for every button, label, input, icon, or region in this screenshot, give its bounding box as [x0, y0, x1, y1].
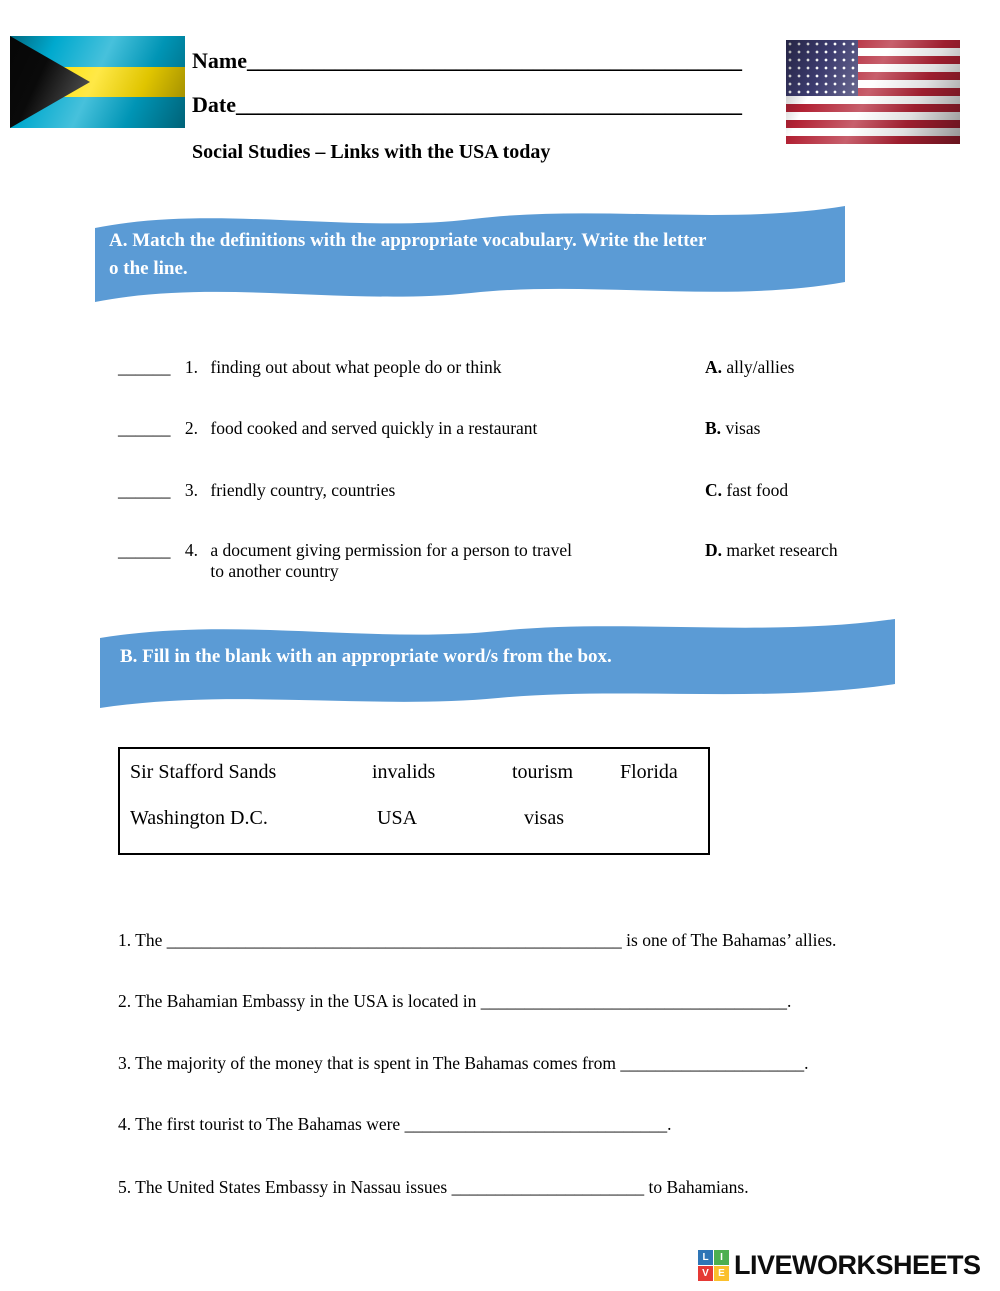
matching-row-4	[118, 540, 888, 582]
definition-text: a document giving permission for a person to travel	[210, 540, 572, 560]
choice-text: fast food	[726, 480, 789, 500]
choice-letter: D.	[705, 540, 723, 560]
answer-blank[interactable]: ______	[118, 357, 171, 377]
date-blank-line[interactable]: ______________________________________________	[235, 92, 742, 117]
word-bank-word: tourism	[512, 761, 574, 783]
choice-text: visas	[725, 418, 761, 438]
bahamas-flag	[10, 36, 185, 128]
section-a-instruction-line1: A. Match the definitions with the appropriate vocabulary. Write the letter	[109, 230, 707, 251]
answer-blank[interactable]: ___________________________________	[480, 991, 787, 1011]
question-row-2	[118, 991, 791, 1012]
question-prefix: 2. The Bahamian Embassy in the USA is located in	[118, 991, 477, 1011]
question-row-1	[118, 930, 836, 951]
question-prefix: 5. The United States Embassy in Nassau issues	[118, 1177, 448, 1197]
name-label: Name	[192, 48, 247, 73]
question-suffix: to Bahamians.	[648, 1177, 749, 1197]
question-prefix: 3. The majority of the money that is spent in The Bahamas comes from	[118, 1053, 616, 1073]
logo-tile-e: E	[714, 1266, 729, 1281]
answer-blank[interactable]: ______________________	[451, 1177, 645, 1197]
item-number: 3.	[184, 480, 198, 500]
usa-canton-stars	[786, 40, 858, 96]
choice-text: market research	[726, 540, 838, 560]
choice-letter: A.	[705, 357, 723, 377]
choice-option	[705, 480, 788, 501]
question-suffix: .	[667, 1114, 672, 1134]
question-suffix: .	[787, 991, 792, 1011]
choice-letter: B.	[705, 418, 722, 438]
wave-banner-fill	[95, 206, 845, 302]
word-bank-word: Washington D.C.	[130, 807, 268, 829]
wave-banner-shape	[95, 198, 845, 313]
matching-row-1	[118, 357, 888, 378]
liveworksheets-wordmark: LIVEWORKSHEETS	[734, 1250, 981, 1280]
matching-row-3	[118, 480, 888, 501]
item-number: 2.	[184, 418, 198, 438]
item-number: 4.	[184, 540, 198, 560]
definition-text: food cooked and served quickly in a restaurant	[210, 418, 538, 438]
bahamas-triangle	[10, 36, 90, 128]
word-bank-word: Sir Stafford Sands	[130, 761, 277, 783]
answer-blank[interactable]: _____________________	[620, 1053, 805, 1073]
answer-blank[interactable]: ______________________________	[404, 1114, 668, 1134]
worksheet-title: Social Studies – Links with the USA today	[192, 141, 551, 163]
definition-text: finding out about what people do or think	[210, 357, 502, 377]
liveworksheets-logo	[698, 1250, 981, 1281]
section-b-instruction: B. Fill in the blank with an appropriate word/s from the box.	[120, 646, 612, 667]
question-row-4	[118, 1114, 671, 1135]
matching-row-2	[118, 418, 888, 439]
question-suffix: .	[804, 1053, 809, 1073]
name-row	[192, 48, 742, 74]
date-label: Date	[192, 92, 236, 117]
logo-tile-l: L	[698, 1250, 713, 1265]
word-bank-word: USA	[377, 807, 418, 829]
section-a-banner	[95, 198, 845, 313]
liveworksheets-icon	[698, 1250, 729, 1281]
definition-text-line2: to another country	[210, 561, 339, 581]
word-bank-box	[118, 747, 710, 855]
section-a-instruction-line2: o the line.	[109, 258, 188, 279]
date-row	[192, 92, 742, 118]
question-row-5	[118, 1177, 749, 1198]
question-prefix: 4. The first tourist to The Bahamas were	[118, 1114, 401, 1134]
question-prefix: 1. The	[118, 930, 163, 950]
choice-letter: C.	[705, 480, 723, 500]
word-bank-word: invalids	[372, 761, 436, 783]
question-suffix: is one of The Bahamas’ allies.	[626, 930, 837, 950]
logo-tile-v: V	[698, 1266, 713, 1281]
answer-blank[interactable]: ____________________________________________________	[166, 930, 622, 950]
question-row-3	[118, 1053, 809, 1074]
word-bank-word: Florida	[620, 761, 678, 783]
choice-text: ally/allies	[726, 357, 795, 377]
answer-blank[interactable]: ______	[118, 540, 171, 560]
answer-blank[interactable]: ______	[118, 418, 171, 438]
usa-flag	[786, 40, 960, 144]
choice-option	[705, 418, 760, 439]
answer-blank[interactable]: ______	[118, 480, 171, 500]
choice-option	[705, 357, 794, 378]
word-bank-word: visas	[524, 807, 564, 829]
logo-tile-i: I	[714, 1250, 729, 1265]
item-number: 1.	[184, 357, 198, 377]
section-b-banner	[100, 612, 895, 710]
name-blank-line[interactable]: _____________________________________________	[246, 48, 742, 73]
choice-option	[705, 540, 838, 561]
definition-text: friendly country, countries	[210, 480, 396, 500]
